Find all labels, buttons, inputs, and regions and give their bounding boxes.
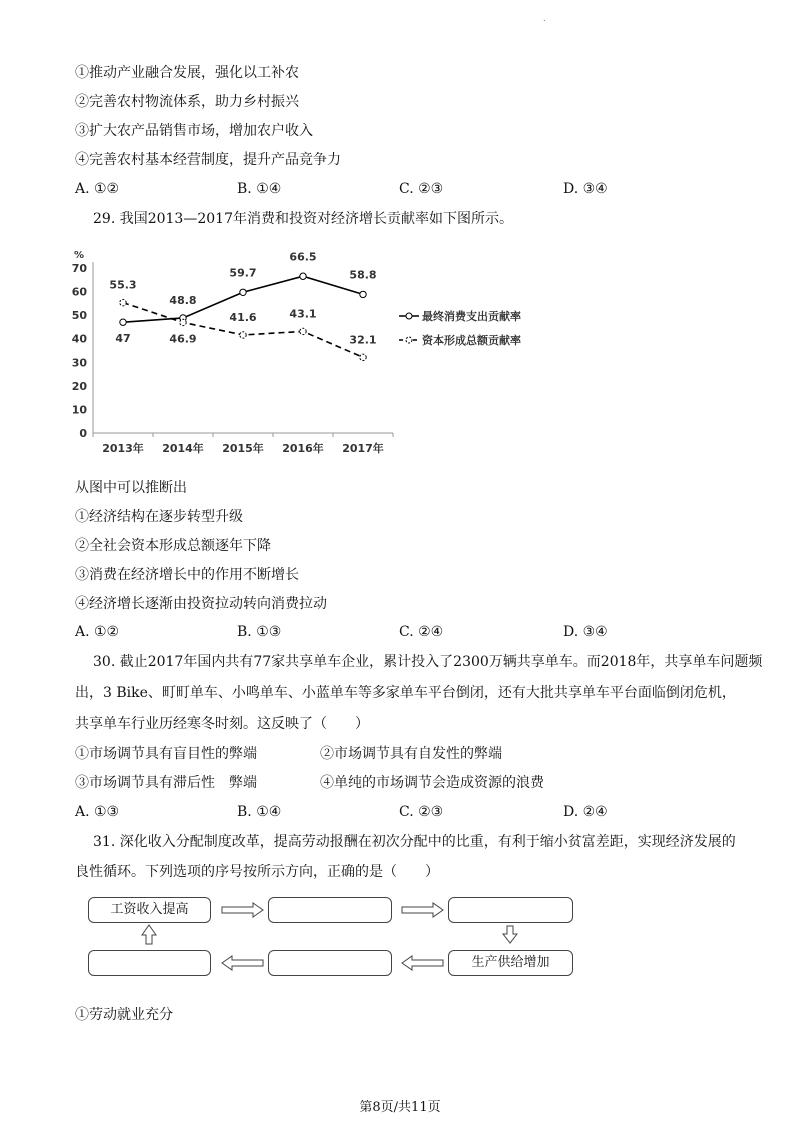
q28-item-4: ④完善农村基本经营制度，提升产品竞争力 xyxy=(75,152,341,168)
series-1-data-label: 66.5 xyxy=(289,250,317,264)
q30-option-a[interactable]: A. ①③ xyxy=(75,804,120,820)
q29-option-c[interactable]: C. ②④ xyxy=(399,624,444,640)
y-tick-label: 20 xyxy=(71,379,87,393)
series-1-data-label: 58.8 xyxy=(349,268,377,282)
y-tick-label: 70 xyxy=(71,262,87,275)
q29-item-2: ②全社会资本形成总额逐年下降 xyxy=(75,538,271,554)
q31-stem-line-1: 31. 深化收入分配制度改革，提高劳动报酬在初次分配中的比重，有利于缩小贫富差距，实现经济发展的 xyxy=(93,834,736,850)
q30-stem-line-1: 30. 截止2017年国内共有77家共享单车企业，累计投入了2300万辆共享单车。而2018年，共享单车问题频 xyxy=(93,654,763,670)
q28-item-2: ②完善农村物流体系，助力乡村振兴 xyxy=(75,94,299,110)
q28-option-c[interactable]: C. ②③ xyxy=(399,181,444,197)
q30-item-2: ②市场调节具有自发性的弊端 xyxy=(320,746,502,762)
q29-option-b[interactable]: B. ①③ xyxy=(237,624,282,640)
x-tick-label: 2014年 xyxy=(162,442,204,455)
q30-option-c[interactable]: C. ②③ xyxy=(399,804,444,820)
series-2-data-label: 55.3 xyxy=(109,278,137,292)
q29-item-3: ③消费在经济增长中的作用不断增长 xyxy=(75,567,299,583)
page-corner-mark: . xyxy=(543,14,546,23)
q31-stem-line-2: 良性循环。下列选项的序号按所示方向，正确的是（ ） xyxy=(75,864,439,880)
q30-item-4: ④单纯的市场调节会造成资源的浪费 xyxy=(320,775,544,791)
q28-item-3: ③扩大农产品销售市场，增加农户收入 xyxy=(75,123,313,139)
y-tick-label: 30 xyxy=(71,356,87,370)
q30-stem-line-2: 出，3 Bike、町町单车、小鸣单车、小蓝单车等多家单车平台倒闭，还有大批共享单车平台面临倒闭危机， xyxy=(75,685,736,701)
q30-option-b[interactable]: B. ①④ xyxy=(237,804,282,820)
x-tick-label: 2013年 xyxy=(102,442,144,455)
q29-option-d[interactable]: D. ③④ xyxy=(563,624,608,640)
flow-arrow-up xyxy=(142,925,156,944)
q28-option-a[interactable]: A. ①② xyxy=(75,181,120,197)
series-1-data-label: 48.8 xyxy=(169,293,197,307)
legend-label-1: 最终消费支出贡献率 xyxy=(422,310,521,323)
q29-stem: 29. 我国2013—2017年消费和投资对经济增长贡献率如下图所示。 xyxy=(93,211,513,227)
x-tick-label: 2016年 xyxy=(282,442,324,455)
x-tick-label: 2015年 xyxy=(222,442,264,455)
q29-lead: 从图中可以推断出 xyxy=(75,480,187,496)
y-tick-label: 60 xyxy=(71,285,87,299)
y-axis-unit-label: % xyxy=(73,250,85,261)
flow-arrow-left-2 xyxy=(222,956,263,970)
flow-box-start: 工资收入提高 xyxy=(88,897,211,923)
q29-option-a[interactable]: A. ①② xyxy=(75,624,120,640)
series-2-data-label: 43.1 xyxy=(289,307,317,321)
legend-label-2: 资本形成总额贡献率 xyxy=(422,334,521,347)
q29-item-1: ①经济结构在逐步转型升级 xyxy=(75,509,243,525)
q29-item-4: ④经济增长逐渐由投资拉动转向消费拉动 xyxy=(75,596,327,612)
series-2-data-label: 46.9 xyxy=(169,332,197,346)
y-tick-label: 50 xyxy=(71,309,87,323)
series-1-data-label: 47 xyxy=(115,332,131,346)
y-tick-label: 40 xyxy=(71,332,87,346)
flow-arrow-right-2 xyxy=(402,903,443,917)
flow-arrow-left-1 xyxy=(402,956,443,970)
q28-option-b[interactable]: B. ①④ xyxy=(237,181,282,197)
x-tick-label: 2017年 xyxy=(342,442,384,455)
y-tick-label: 0 xyxy=(79,427,87,440)
flow-arrow-right-1 xyxy=(222,903,263,917)
series-2-data-label: 41.6 xyxy=(229,310,257,324)
q30-item-1: ①市场调节具有盲目性的弊端 xyxy=(75,746,257,762)
page-footer: 第8页/共11页 xyxy=(359,1100,441,1115)
q31-item-1: ①劳动就业充分 xyxy=(75,1007,173,1023)
flow-arrow-down xyxy=(503,926,517,943)
q28-item-1: ①推动产业融合发展，强化以工补农 xyxy=(75,65,299,81)
q30-option-d[interactable]: D. ②④ xyxy=(563,804,608,820)
flow-box-end: 生产供给增加 xyxy=(448,950,573,976)
series-1-data-label: 59.7 xyxy=(229,266,257,280)
q28-option-d[interactable]: D. ③④ xyxy=(563,181,608,197)
y-tick-label: 10 xyxy=(71,403,87,417)
q30-stem-line-3: 共享单车行业历经寒冬时刻。这反映了（ ） xyxy=(75,716,369,732)
q30-item-3: ③市场调节具有滞后性 弊端 xyxy=(75,775,257,791)
series-2-data-label: 32.1 xyxy=(349,333,377,347)
